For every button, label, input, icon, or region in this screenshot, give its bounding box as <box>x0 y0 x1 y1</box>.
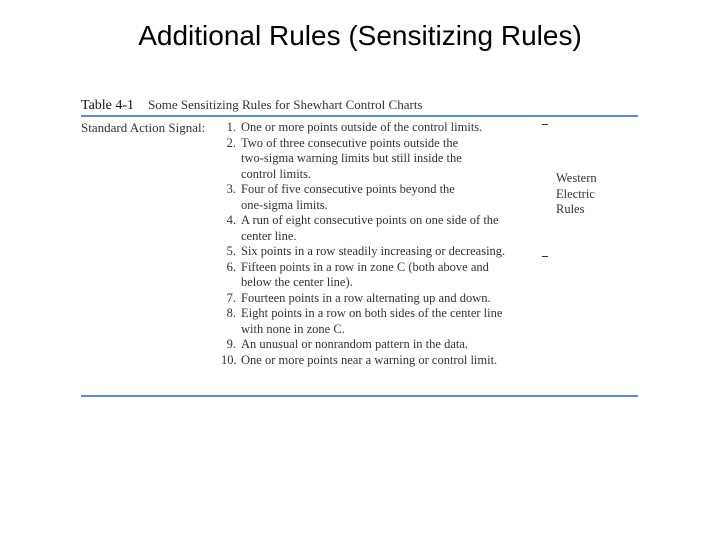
rule-text-line: One or more points near a warning or control limit. <box>241 352 498 367</box>
rule-text-line: An unusual or nonrandom pattern in the data. <box>241 337 469 351</box>
rule-number: 3. <box>226 182 236 196</box>
rule-item <box>221 306 505 337</box>
rule-number: 9. <box>226 337 236 351</box>
rule-item <box>221 182 505 213</box>
rule-item <box>221 213 505 244</box>
rule-number: 10. <box>221 352 237 367</box>
rule-text-line: center line. <box>241 228 297 243</box>
rule-text-line: One or more points outside of the control limits. <box>241 120 483 134</box>
rule-item <box>221 337 505 353</box>
rule-text-line: control limits. <box>241 166 312 181</box>
rule-number: 8. <box>226 306 236 320</box>
rule-text-line: two-sigma warning limits but still inside the <box>241 151 462 165</box>
table-title: Some Sensitizing Rules for Shewhart Control Charts <box>148 97 423 112</box>
rule-text-line: Eight points in a row on both sides of the center line <box>241 306 503 320</box>
rule-item <box>221 244 505 260</box>
rule-text-line: Six points in a row steadily increasing or decreasing. <box>241 244 506 258</box>
western-electric-label-line: Rules <box>556 202 585 216</box>
rule-text-line: below the center line). <box>241 275 353 289</box>
western-electric-rules-label <box>556 171 597 218</box>
table-body <box>81 117 638 395</box>
table-number: Table 4-1 <box>81 98 135 113</box>
rule-text-line: Fifteen points in a row in zone C (both above and <box>241 259 489 274</box>
western-electric-label-line: Electric <box>556 186 595 201</box>
rule-number: 2. <box>226 135 236 150</box>
table-bottom-rule <box>81 395 638 397</box>
rule-text-line: Fourteen points in a row alternating up and down. <box>241 290 491 305</box>
rule-text-line: Two of three consecutive points outside the <box>241 135 459 150</box>
western-electric-label-line: Western <box>556 171 597 185</box>
rule-item <box>221 291 505 307</box>
rule-number: 5. <box>226 244 236 258</box>
rule-text-line: Four of five consecutive points beyond the <box>241 182 455 196</box>
bracket-tick-bottom <box>542 256 548 257</box>
rules-list <box>221 120 505 368</box>
bracket-tick-top <box>542 124 548 125</box>
rule-text-line: one-sigma limits. <box>241 197 328 212</box>
rule-item <box>221 353 505 369</box>
rule-text-line: with none in zone C. <box>241 321 345 336</box>
rule-item <box>221 260 505 291</box>
rule-item <box>221 120 505 136</box>
slide-title: Additional Rules (Sensitizing Rules) <box>138 20 582 51</box>
rule-number: 7. <box>226 290 236 305</box>
standard-action-signal-label: Standard Action Signal: <box>81 120 206 135</box>
rule-number: 4. <box>226 213 236 227</box>
table-caption <box>81 96 638 114</box>
rule-number: 6. <box>226 259 236 274</box>
rule-number: 1. <box>226 120 236 134</box>
rule-item <box>221 136 505 183</box>
rule-text-line: A run of eight consecutive points on one side of the <box>241 213 499 227</box>
sensitizing-rules-table <box>81 96 638 397</box>
